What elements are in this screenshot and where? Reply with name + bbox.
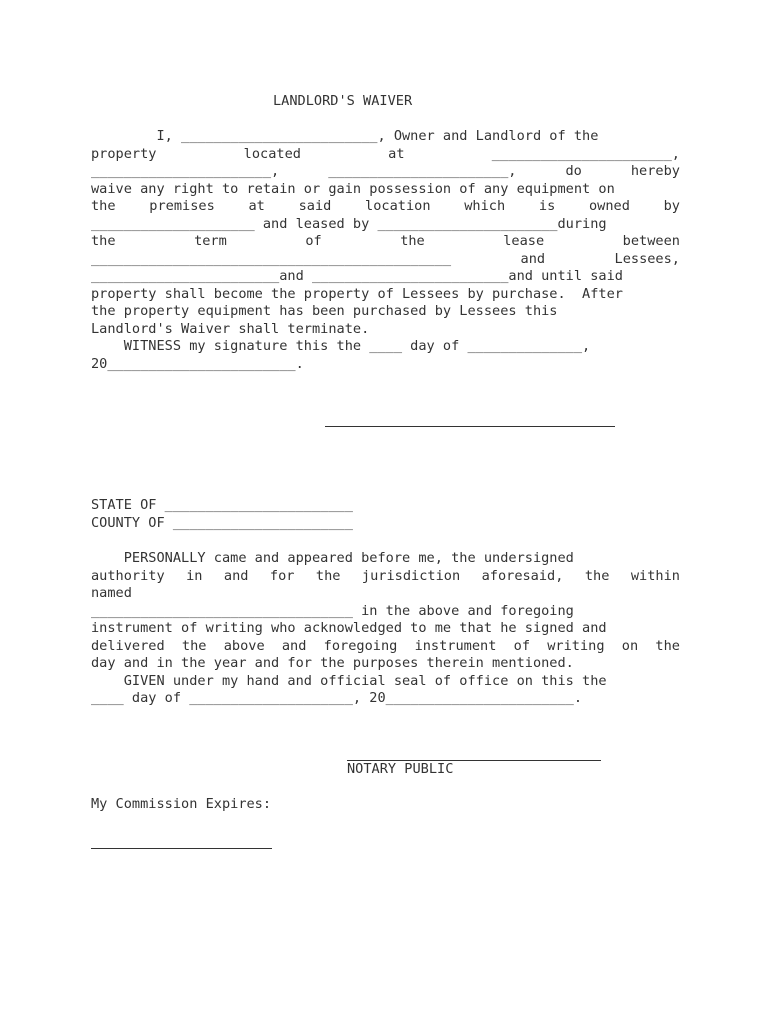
notary-public-label: NOTARY PUBLIC	[347, 761, 454, 777]
waiver-line-3: ______________________, ______________________, do hereby	[91, 163, 680, 179]
waiver-line-12: Landlord's Waiver shall terminate.	[91, 321, 370, 337]
given-line: GIVEN under my hand and official seal of office on this the	[91, 673, 607, 689]
waiver-line-8: ____________________________________________ and Lessees,	[91, 251, 680, 267]
waiver-line-9: _______________________and ________________________and until said	[91, 268, 623, 284]
waiver-line-10: property shall become the property of Lessees by purchase. After	[91, 286, 623, 302]
commission-expires-label: My Commission Expires:	[91, 796, 272, 812]
waiver-line-6: ____________________ and leased by ______________________during	[91, 216, 607, 232]
document-title: LANDLORD'S WAIVER	[273, 93, 413, 109]
notary-line-4: ________________________________ in the above and foregoing	[91, 603, 574, 619]
waiver-line-1: I, ________________________, Owner and Landlord of the	[91, 128, 599, 144]
waiver-line-11: the property equipment has been purchased by Lessees this	[91, 303, 558, 319]
waiver-line-7: the term of the lease between	[91, 233, 680, 249]
notary-line-2: authority in and for the jurisdiction aforesaid, the within	[91, 568, 680, 584]
waiver-line-5: the premises at said location which is owned by	[91, 198, 680, 214]
notary-line-6: delivered the above and foregoing instrument of writing on the	[91, 638, 680, 654]
notary-line-1: PERSONALLY came and appeared before me, the undersigned	[91, 550, 574, 566]
state-line: STATE OF _______________________	[91, 497, 353, 513]
notary-line-5: instrument of writing who acknowledged to me that he signed and	[91, 620, 607, 636]
notary-line-3: named	[91, 585, 132, 601]
commission-expiry-line[interactable]	[91, 848, 272, 849]
waiver-line-4: waive any right to retain or gain possession of any equipment on	[91, 181, 615, 197]
landlord-signature-line[interactable]	[325, 426, 615, 427]
given-date-line: ____ day of ____________________, 20_______________________.	[91, 690, 583, 706]
county-line: COUNTY OF ______________________	[91, 515, 353, 531]
year-line: 20_______________________.	[91, 356, 304, 372]
notary-line-7: day and in the year and for the purposes therein mentioned.	[91, 655, 574, 671]
waiver-line-2: property located at ______________________,	[91, 146, 680, 162]
witness-line: WITNESS my signature this the ____ day of ______________,	[91, 338, 591, 354]
